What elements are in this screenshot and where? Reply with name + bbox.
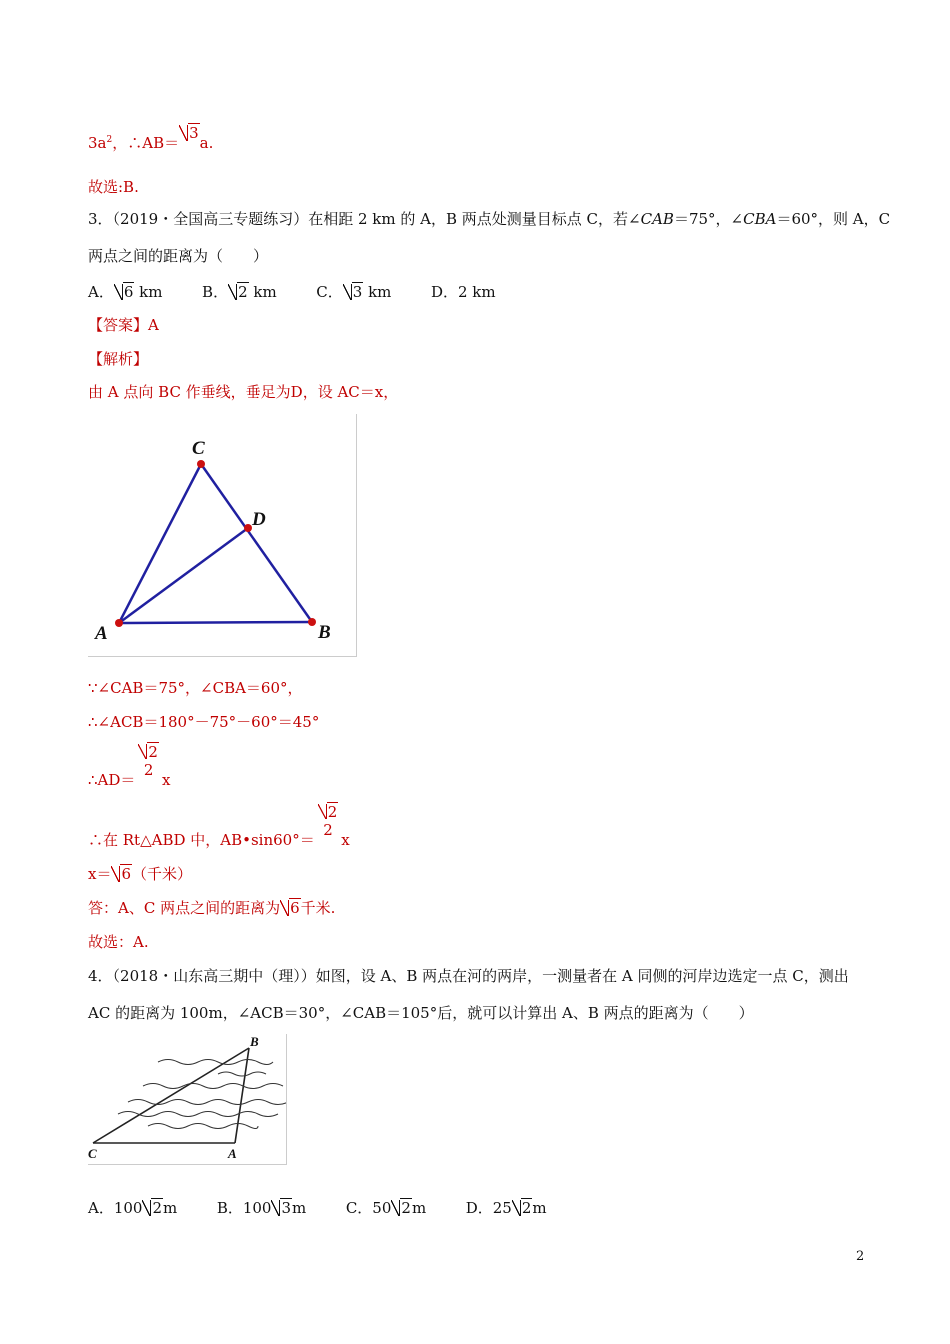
question-3-line-1 (88, 209, 890, 229)
point-a (115, 619, 123, 627)
question-4-options (88, 1198, 547, 1218)
text: 2 (521, 1199, 532, 1217)
edge-cb (93, 1048, 249, 1143)
text: 答：A、C 两点之间的距离为 (88, 899, 281, 917)
text: 2 (148, 743, 158, 761)
sqrt-symbol (512, 1198, 533, 1218)
text: B． (202, 283, 229, 301)
label-b: B (250, 1034, 259, 1049)
text: 3．（2019・全国高三专题练习）在相距 2 km 的 A，B 两点处测量目标点 C，若∠ (88, 210, 641, 228)
text: ∴在 Rt△ABD 中，AB•sin60°＝ (88, 830, 315, 849)
analysis-label: 【解析】 (88, 350, 149, 368)
choose-a: 故选：A. (88, 933, 149, 951)
answer-label: 【答案】A (88, 316, 159, 334)
option-d: D．2 km (430, 283, 496, 301)
sqrt-symbol (343, 282, 364, 302)
text: 2 (152, 1199, 163, 1217)
sqrt-symbol (179, 123, 200, 143)
text: ，∴AB＝ (112, 134, 180, 152)
text: 6 (121, 865, 132, 883)
text: m (532, 1199, 547, 1217)
text: B．100 (216, 1199, 272, 1217)
sqrt-symbol (114, 282, 135, 302)
label-d: D (252, 509, 266, 530)
text: 2 (323, 821, 333, 839)
sqrt-symbol (111, 864, 132, 884)
text: C．50 (345, 1199, 392, 1217)
text: 3a (88, 134, 107, 152)
solution-step-3: ∴∠ACB＝180°－75°－60°＝45° (88, 713, 320, 731)
sqrt-symbol (228, 282, 249, 302)
option-d (466, 1199, 547, 1217)
text: CBA (743, 210, 777, 228)
option-a (88, 1199, 177, 1217)
text: km (363, 283, 392, 301)
solution-step-2: ∵∠CAB＝75°，∠CBA＝60°， (88, 679, 303, 697)
text: A．100 (88, 1199, 143, 1217)
question-4-line-2: AC 的距离为 100m，∠ACB＝30°，∠CAB＝105°后，就可以计算出 A、B 两点的距离为（ ） (88, 1004, 754, 1022)
label-b: B (318, 622, 331, 643)
edge-ad (119, 528, 248, 623)
question-4-line-1: 4．（2018・山东高三期中（理））如图，设 A、B 两点在河的两岸，一测量者在 A 同侧的河岸边选定一点 C，测出 (88, 967, 849, 985)
fraction (138, 742, 159, 779)
option-b (217, 1199, 306, 1217)
text: 2 (238, 283, 248, 301)
point-d (244, 524, 252, 532)
sqrt-symbol (138, 742, 159, 761)
text: ＝75°，∠ (673, 210, 744, 228)
option-b (202, 283, 277, 301)
text: x (161, 770, 171, 789)
text: m (411, 1199, 427, 1217)
question-3-line-2: 两点之间的距离为（ ） (88, 247, 269, 265)
text: 6 (290, 899, 300, 917)
choose-b: 故选:B. (88, 178, 139, 196)
text: x (341, 830, 350, 849)
text: C． (316, 283, 343, 301)
text: 千米. (300, 899, 336, 917)
sqrt-symbol (391, 1198, 412, 1218)
river-waves (118, 1060, 286, 1129)
option-c (346, 1199, 426, 1217)
question-3-options (88, 282, 496, 302)
text: A． (88, 283, 114, 301)
text: 3 (281, 1199, 292, 1217)
text: m (163, 1199, 178, 1217)
text: 3 (352, 283, 363, 301)
solution-line-1 (88, 124, 214, 153)
solution-answer (88, 898, 335, 918)
text: a. (199, 134, 214, 152)
sqrt-symbol (271, 1198, 292, 1218)
edge-ab (119, 622, 312, 623)
label-c: C (88, 1146, 97, 1161)
solution-step-1: 由 A 点向 BC 作垂线，垂足为D，设 AC＝x， (88, 383, 399, 401)
option-c (316, 283, 391, 301)
text: 6 (123, 283, 134, 301)
page-number: 2 (856, 1249, 865, 1264)
edge-cb (201, 464, 312, 622)
text: km (134, 283, 163, 301)
sqrt-symbol (142, 1198, 163, 1218)
point-c (197, 460, 205, 468)
text: 2 (106, 135, 113, 145)
text: 2 (327, 803, 338, 821)
text: CAB (640, 210, 674, 228)
solution-step-5 (88, 802, 350, 849)
label-c: C (192, 438, 205, 459)
text: m (292, 1199, 307, 1217)
text: ＝60°，则 A，C (776, 210, 891, 228)
text: ∴AD＝ (88, 770, 136, 789)
edge-ac (119, 464, 201, 623)
text: 2 (401, 1199, 411, 1217)
point-b (308, 618, 316, 626)
river-svg (88, 1034, 286, 1164)
label-a: A (228, 1146, 237, 1161)
sqrt-symbol (318, 802, 339, 821)
triangle-figure (88, 414, 357, 657)
text: 2 (143, 761, 154, 779)
sqrt-symbol (280, 898, 301, 918)
solution-step-6 (88, 864, 192, 884)
triangle-svg (88, 414, 356, 656)
label-a: A (95, 623, 108, 644)
text: km (248, 283, 277, 301)
option-a (88, 283, 162, 301)
text: （千米） (132, 865, 193, 883)
text: D．25 (465, 1199, 512, 1217)
text: 3 (189, 124, 199, 142)
river-figure (88, 1034, 287, 1165)
solution-step-4 (88, 742, 171, 789)
fraction (318, 802, 339, 839)
text: x＝ (88, 865, 112, 883)
